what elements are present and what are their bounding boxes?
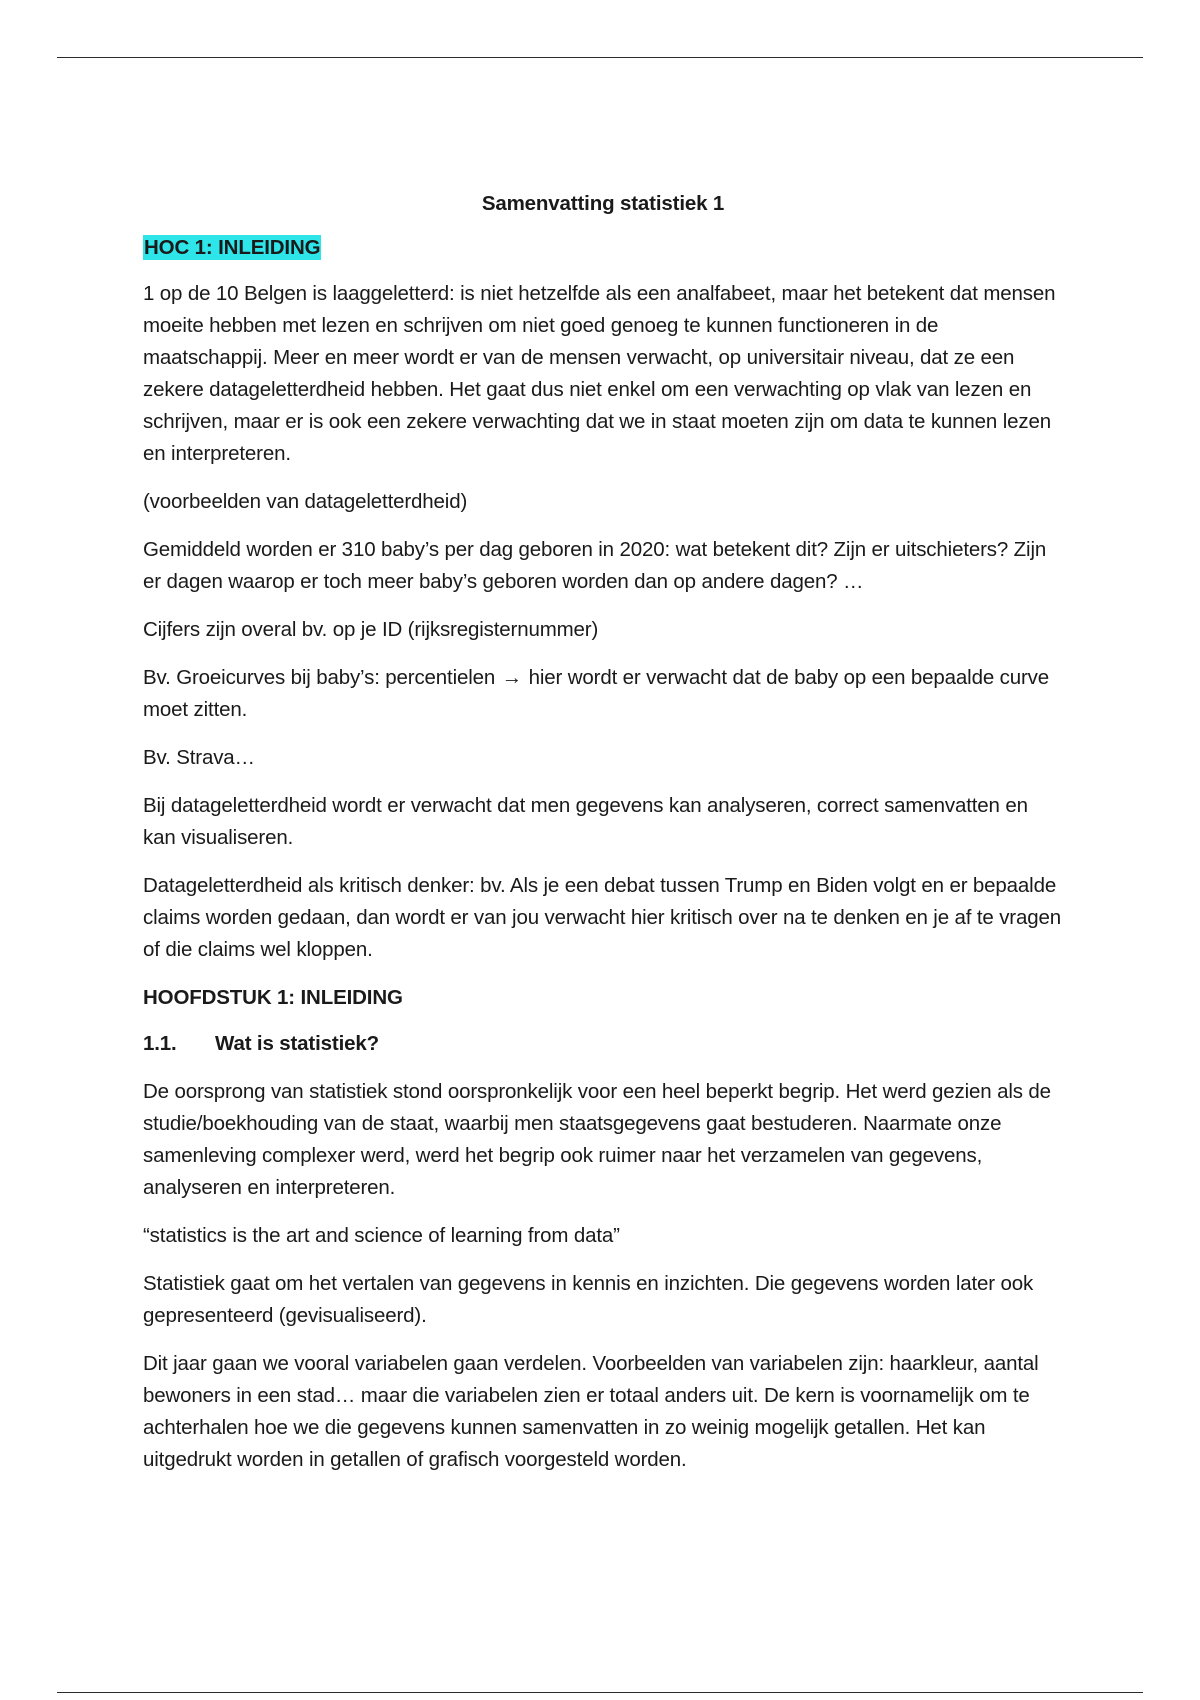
paragraph-laaggeletterd: 1 op de 10 Belgen is laaggeletterd: is niet hetzelfde als een analfabeet, maar het betekent dat mensen moeite hebben met lezen en schrijven om niet goed genoeg te kunnen functioneren in de maatschappij. Meer en meer wordt er van de mensen verwacht, op universitair niveau, dat ze een zekere datageletterdheid hebben. Het gaat dus niet enkel om een verwachting op vlak van lezen en schrijven, maar er is ook een zekere verwachting dat we in staat moeten zijn om data te kunnen lezen en interpreteren. (143, 282, 1056, 465)
section-heading (143, 1028, 1063, 1060)
paragraph-groeicurves (143, 662, 1063, 726)
paragraph-strava: Bv. Strava… (143, 746, 255, 769)
paragraph-variabelen: Dit jaar gaan we vooral variabelen gaan verdelen. Voorbeelden van variabelen zijn: haarkleur, aantal bewoners in een stad… maar die variabelen zien er totaal anders uit. De kern is voornamelijk om te achterhalen hoe we die gegevens kunnen samenvatten in zo weinig mogelijk getallen. Het kan uitgedrukt worden in getallen of grafisch voorgesteld worden. (143, 1352, 1039, 1471)
paragraph-kritisch-denker: Datageletterdheid als kritisch denker: bv. Als je een debat tussen Trump en Biden volgt en er bepaalde claims worden gedaan, dan wordt er van jou verwacht hier kritisch over na te denken en je af te vragen of die claims wel kloppen. (143, 874, 1061, 961)
paragraph-oorsprong: De oorsprong van statistiek stond oorspronkelijk voor een heel beperkt begrip. Het werd gezien als de studie/boekhouding van de staat, waarbij men staatsgegevens gaat bestuderen. Naarmate onze samenleving complexer werd, werd het begrip ook ruimer naar het verzamelen van gegevens, analyseren en interpreteren. (143, 1080, 1051, 1199)
paragraph-vertalen: Statistiek gaat om het vertalen van gegevens in kennis en inzichten. Die gegevens worden later ook gepresenteerd (gevisualiseerd). (143, 1272, 1034, 1327)
paragraph-quote: “statistics is the art and science of learning from data” (143, 1224, 620, 1247)
document-page (143, 188, 1063, 1492)
header-rule (57, 57, 1143, 58)
footer-rule (57, 1692, 1143, 1693)
paragraph-datageletterdheid: Bij datageletterdheid wordt er verwacht dat men gegevens kan analyseren, correct samenvatten en kan visualiseren. (143, 794, 1028, 849)
section-title: Wat is statistiek? (215, 1032, 380, 1055)
paragraph-cijfers: Cijfers zijn overal bv. op je ID (rijksregisternummer) (143, 618, 599, 641)
groeicurves-text-before: Bv. Groeicurves bij baby’s: percentielen (143, 666, 496, 689)
hoc-heading (143, 232, 1063, 264)
right-arrow-icon: → (501, 666, 523, 689)
paragraph-babys: Gemiddeld worden er 310 baby’s per dag geboren in 2020: wat betekent dit? Zijn er uitschieters? Zijn er dagen waarop er toch meer baby’s geboren worden dan op andere dagen? … (143, 538, 1047, 593)
document-title: Samenvatting statistiek 1 (481, 192, 725, 215)
groeicurves-text-after: hier wordt er verwacht dat de baby op een bepaalde curve moet zitten. (143, 666, 1050, 721)
chapter-heading: HOOFDSTUK 1: INLEIDING (143, 986, 403, 1009)
section-number: 1.1. (143, 1032, 177, 1055)
hoc-heading-highlight: HOC 1: INLEIDING (144, 236, 321, 259)
paragraph-voorbeelden: (voorbeelden van datageletterdheid) (143, 490, 468, 513)
